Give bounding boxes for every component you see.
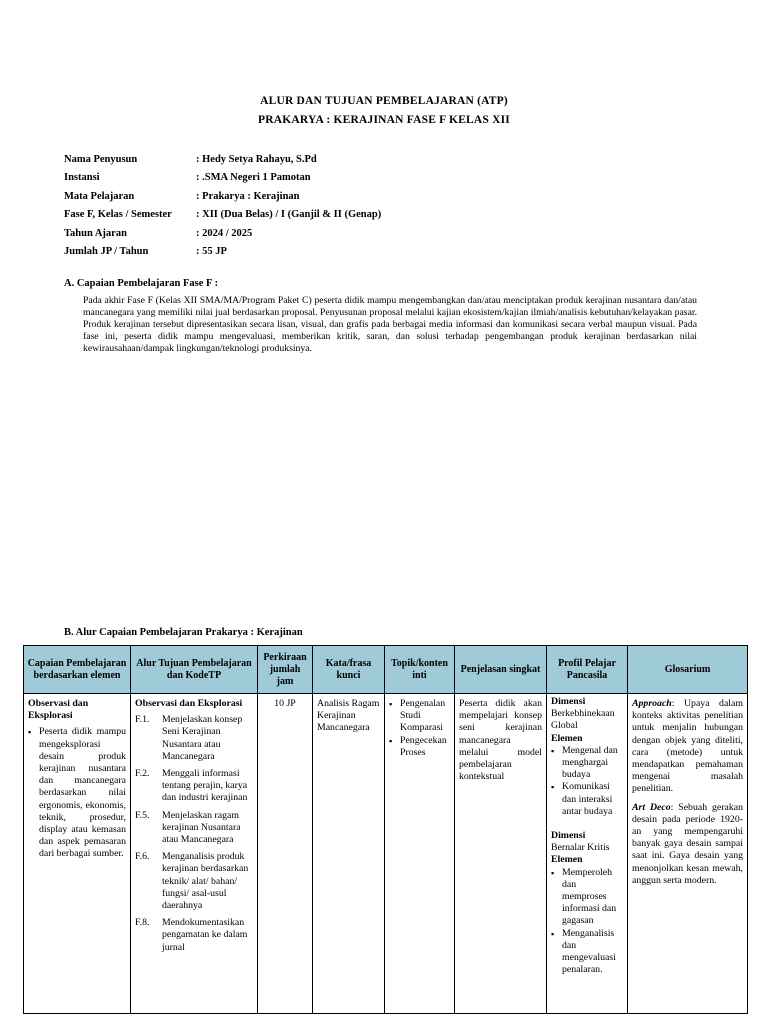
cp-item: ▪ Peserta didik mampu mengeksplorasi desain produk kerajinan nusantara dan mancanegara berdasarkan nilai ergonomis, ekonomis, teknik, prosedur, display atau kemasan dan aspek pemasaran dari berbagai sumber. [28,726,126,860]
elemen-item: ▪ Mengenal dan menghargai budaya [551,745,623,782]
tp-item [135,768,253,805]
elemen-item: ▪ Memperoleh dan memproses informasi dan gagasan [551,867,623,928]
cell-topik [385,694,455,1014]
tp-code: F.8. [135,917,150,929]
cell-cp [24,694,131,1014]
jp-value: 10 JP [274,698,296,709]
document-title: ALUR DAN TUJUAN PEMBELAJARAN (ATP) [260,95,508,107]
meta-value: : XII (Dua Belas) / I (Ganjil & II (Genap) [196,209,382,221]
tp-text: Menggali informasi tentang perajin, karya dan industri kerajinan [162,768,248,804]
dimensi-value: Berkebhinekaan Global [551,708,615,732]
atp-title: Observasi dan Eksplorasi [135,698,243,709]
table-row [24,694,748,1014]
tp-item [135,810,253,847]
cp-title: Observasi dan Eksplorasi [28,698,89,722]
elemen-label: Elemen [551,854,583,866]
header-glosarium: Glosarium [628,646,748,694]
section-a-body: Pada akhir Fase F (Kelas XII SMA/MA/Program Paket C) peserta didik mampu mengembangkan dan/atau menciptakan produk kerajinan nusantara dan/atau mancanegara yang memiliki nilai jual berdasarkan proposal. Penyusunan proposal melalui kajian ekosistem/kajian ilmiah/analisis kebutuhan/kelayakan pasar. Produk kerajinan tersebut dipresentasikan secara lisan, visual, dan grafis pada berbagai media informasi dan komunikasi secara verbal maupun visual. Pada fase ini, peserta didik mampu mengevaluasi, memberikan kritik, saran, dan solusi terhadap pengembangan produk kerajinan berdasarkan nilai kewirausahaan/dampak lingkungan/teknologi produksinya. [83,295,697,355]
cell-jp [258,694,313,1014]
glossary-term: Art Deco [632,801,671,813]
glossary-entry [632,698,743,796]
penjelasan-text: Peserta didik akan mempelajari konsep seni kerajinan mancanegara melalui model pembelajaran kontekstual [459,698,542,783]
tp-item [135,714,253,763]
meta-key: Tahun Ajaran [64,227,127,239]
meta-row [64,224,381,243]
tp-code: F.6. [135,851,150,863]
tp-text: Mendokumentasikan pengamatan ke dalam jurnal [162,917,248,953]
topik-item: ▪ Pengenalan Studi Komparasi [389,698,450,735]
meta-value: : .SMA Negeri 1 Pamotan [196,172,311,184]
tp-code: F.5. [135,809,150,821]
atp-table [23,645,748,1014]
tp-text: Menganalisis produk kerajinan berdasarkan teknik/ alat/ bahan/ fungsi/ asal-usul daerahnya [162,851,249,912]
glossary-entry [632,802,743,887]
meta-key: Instansi [64,172,100,184]
cell-glosarium [628,694,748,1014]
meta-row [64,187,381,206]
dimensi-value: Bernalar Kritis [551,842,610,854]
tp-text: Menjelaskan ragam kerajinan Nusantara atau Mancanegara [162,809,241,846]
glossary-definition: : Upaya dalam konteks aktivitas penelitian untuk menjalin hubungan dengan objek yang diteliti, cara (metode) untuk mendapatkan pemahaman mengenai masalah penelitian. [632,698,743,795]
document-subtitle: PRAKARYA : KERAJINAN FASE F KELAS XII [258,114,510,126]
elemen-label: Elemen [551,732,583,744]
meta-value: : Prakarya : Kerajinan [196,190,300,202]
meta-row [64,169,381,188]
meta-key: Mata Pelajaran [64,190,135,202]
identity-block [64,150,381,261]
table-header-row [24,646,748,694]
header-topik: Topik/konten inti [385,646,455,694]
meta-row [64,150,381,169]
section-a-heading: A. Capaian Pembelajaran Fase F : [64,278,219,289]
header-kata: Kata/frasa kunci [313,646,385,694]
tp-item [135,851,253,912]
tp-item [135,917,253,954]
meta-row [64,243,381,262]
tp-text: Menjelaskan konsep Seni Kerajinan Nusantara atau Mancanegara [162,714,243,762]
tp-code: F.2. [135,768,150,780]
glossary-term: Approach [632,698,672,709]
section-b-heading: B. Alur Capaian Pembelajaran Prakarya : Kerajinan [64,627,303,638]
tp-code: F.1. [135,714,150,726]
glossary-definition: : Sebuah gerakan desain pada periode 1920-an yang mempengaruhi banyak gaya desain sampai saat ini. Gaya desain yang menonjolkan kesan mewah, anggun serta modern. [632,801,743,886]
dimensi-label: Dimensi [551,696,586,707]
header-jp: Perkiraan jumlah jam [258,646,313,694]
cell-penjelasan [455,694,547,1014]
meta-key: Nama Penyusun [64,153,138,165]
cell-atp [131,694,258,1014]
elemen-item: ▪ Komunikasi dan interaksi antar budaya [551,781,623,818]
meta-value: : 55 JP [196,246,227,258]
cell-profil [547,694,628,1014]
topik-item: ▪ Pengecekan Proses [389,735,450,759]
meta-key: Fase F, Kelas / Semester [64,209,172,221]
kata-kunci: Analisis Ragam Kerajinan Mancanegara [317,698,380,734]
meta-key: Jumlah JP / Tahun [64,246,149,258]
dimensi-label: Dimensi [551,830,586,842]
header-penjelasan: Penjelasan singkat [455,646,547,694]
meta-value: : 2024 / 2025 [196,227,253,239]
header-atp: Alur Tujuan Pembelajaran dan KodeTP [131,646,258,694]
meta-value: : Hedy Setya Rahayu, S.Pd [196,153,317,165]
cell-kata [313,694,385,1014]
elemen-item: ▪ Menganalisis dan mengevaluasi penalaran. [551,928,623,977]
header-profil: Profil Pelajar Pancasila [547,646,628,694]
header-cp: Capaian Pembelajaran berdasarkan elemen [24,646,131,694]
meta-row [64,206,381,225]
